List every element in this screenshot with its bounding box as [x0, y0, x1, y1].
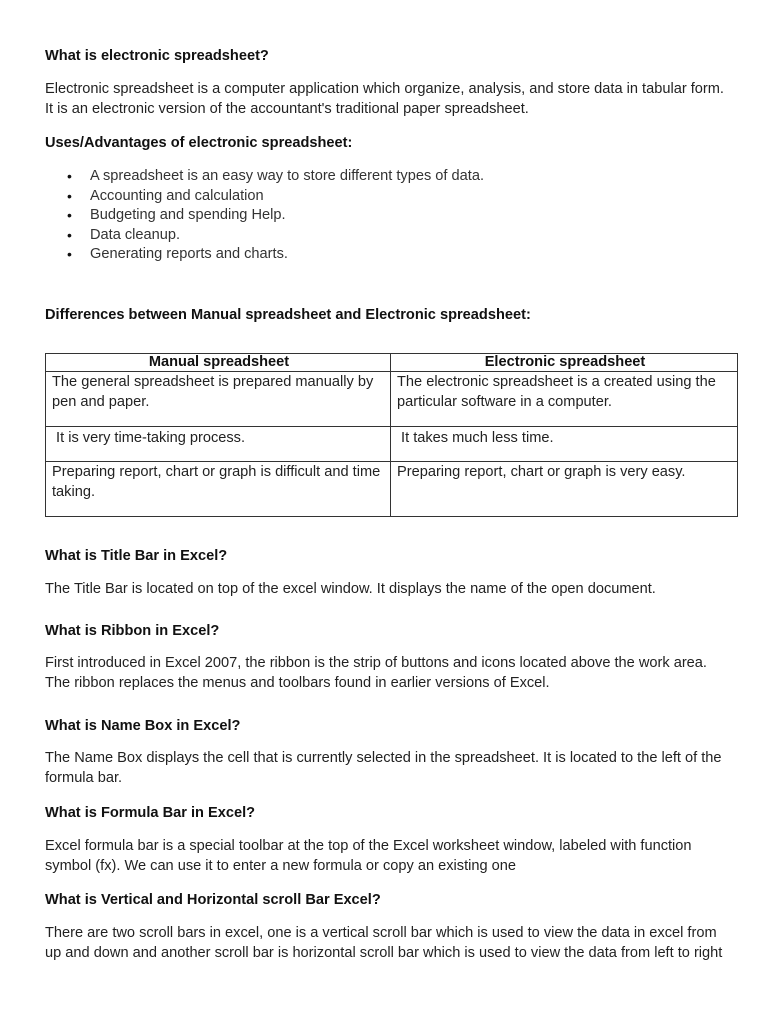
paragraph-electronic-spreadsheet: Electronic spreadsheet is a computer application which organize, analysis, and store data in tabular form. It is an electronic version of the accountant's traditional paper spreadsheet. [45, 81, 724, 117]
heading-uses-advantages: Uses/Advantages of electronic spreadsheet: [45, 135, 353, 151]
column-header-manual: Manual spreadsheet [46, 354, 391, 372]
paragraph-formula-bar: Excel formula bar is a special toolbar at the top of the Excel worksheet window, labeled with function symbol (fx). We can use it to enter a new formula or copy an existing one [45, 838, 692, 874]
table-cell: It takes much less time. [391, 427, 738, 462]
uses-list [45, 167, 484, 265]
heading-name-box: What is Name Box in Excel? [45, 718, 241, 734]
table-cell: Preparing report, chart or graph is very easy. [391, 462, 738, 517]
table-row [46, 427, 738, 462]
table-cell: It is very time-taking process. [46, 427, 391, 462]
heading-scroll-bar: What is Vertical and Horizontal scroll Bar Excel? [45, 892, 381, 908]
list-item: • Budgeting and spending Help. [45, 206, 484, 226]
list-item: • Accounting and calculation [45, 187, 484, 207]
heading-formula-bar: What is Formula Bar in Excel? [45, 805, 256, 821]
column-header-electronic: Electronic spreadsheet [391, 354, 738, 372]
paragraph-scroll-bar: There are two scroll bars in excel, one is a vertical scroll bar which is used to view the data in excel from up and down and another scroll bar is horizontal scroll bar which is used to view the data from left to right [45, 925, 723, 961]
paragraph-title-bar: The Title Bar is located on top of the excel window. It displays the name of the open document. [45, 581, 656, 597]
heading-differences: Differences between Manual spreadsheet and Electronic spreadsheet: [45, 307, 531, 323]
list-item: • Generating reports and charts. [45, 245, 484, 265]
table-cell: The electronic spreadsheet is a created using the particular software in a computer. [391, 372, 738, 427]
table-row [46, 462, 738, 517]
heading-electronic-spreadsheet: What is electronic spreadsheet? [45, 48, 269, 64]
paragraph-ribbon: First introduced in Excel 2007, the ribbon is the strip of buttons and icons located above the work area. The ribbon replaces the menus and toolbars found in earlier versions of Excel. [45, 655, 707, 691]
table-header-row [46, 354, 738, 372]
differences-table [45, 353, 738, 517]
table-cell: The general spreadsheet is prepared manually by pen and paper. [46, 372, 391, 427]
list-item: • Data cleanup. [45, 226, 484, 246]
table-cell: Preparing report, chart or graph is difficult and time taking. [46, 462, 391, 517]
table-row [46, 372, 738, 427]
paragraph-name-box: The Name Box displays the cell that is currently selected in the spreadsheet. It is located to the left of the formula bar. [45, 750, 722, 786]
heading-ribbon: What is Ribbon in Excel? [45, 623, 220, 639]
heading-title-bar: What is Title Bar in Excel? [45, 548, 228, 564]
list-item: • A spreadsheet is an easy way to store different types of data. [45, 167, 484, 187]
